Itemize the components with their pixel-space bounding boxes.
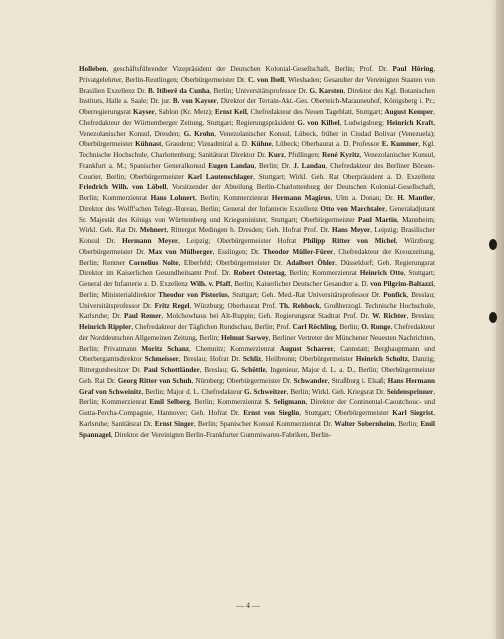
member-description: , Direktor des Kgl. Botanischen Instituts, Halle a. Saale; Dr. jur. (79, 86, 436, 106)
member-name: G. Karsten (309, 86, 344, 95)
member-name: Heinrich Scholtz (355, 355, 408, 364)
member-name: Ernst Keil (214, 108, 247, 116)
member-description: , Chemnitz; Kommerzienrat (189, 344, 280, 353)
member-description: , Molchowhaus bei Alt-Ruppin; Geh. Regierungsrat Stadtrat Prof. Dr. (161, 312, 373, 321)
member-name: Hans Meyer (331, 226, 371, 235)
member-name: Heinrich Otto (359, 269, 404, 278)
member-name: Paul Remer (124, 312, 162, 321)
member-description: , Straßburg i. Elsaß; (327, 376, 388, 385)
member-description: , Esslingen; Dr. (212, 247, 264, 256)
member-description: , Direktor des Wolff'schen Telegr.-Bureau, Berlin; General der Infanterie Exzellenz (79, 194, 435, 213)
member-description: , Großherzogl. Technische Hochschule, Karlsruhe; Dr. (79, 301, 435, 321)
member-description: , geschäftsführender Vizepräsident der Deutschen Kolonial-Gesellschaft, Berlin; Prof. Dr. (106, 65, 393, 73)
member-description: , Direktor der Continental-Caoutchouc- und Gutta-Percha-Compagnie, Hannover; Geh. Hofrat Dr. (79, 398, 436, 417)
member-name: Paul Höring (392, 65, 434, 73)
member-description: , Danzig; Rittergutsbesitzer Dr. (79, 355, 435, 374)
member-name: Kühnast (135, 140, 162, 149)
member-description: , Chefredakteur der Täglichen Rundschau, Berlin; Prof. (131, 323, 293, 331)
member-name: B. von Kayser (172, 97, 217, 106)
member-description: , Mannheim; Wirkl. Geh. Rat Dr. (79, 215, 435, 235)
member-description: , Stuttgart; General der Infanterie z. D. Exzellenz (79, 269, 436, 288)
member-description: , Berlin; Ministerialdirektor (79, 280, 435, 299)
member-name: Mehnert (139, 226, 167, 235)
member-name: Carl Röchling (292, 323, 336, 331)
member-list-paragraph (79, 64, 435, 440)
member-description: , Leipzig; Oberbürgermeister Hofrat (178, 237, 304, 245)
member-description: , Berlin; Kaiserlicher Deutscher Gesandter a. D. (230, 280, 371, 288)
member-description: , Heilbronn; Oberbürgermeister (261, 355, 356, 364)
member-name: Helmut Sarwey (221, 333, 269, 342)
member-name: Theodor von Pistorius (158, 290, 228, 299)
member-name: Georg Ritter von Schuh (117, 376, 192, 385)
member-description: , Berlin; Kommerzienrat (194, 194, 272, 202)
member-name: Adalbert Öhler (286, 258, 336, 267)
member-description: , Karlsruhe; Sanitätsrat Dr. (79, 409, 435, 428)
member-name: Ernst Singer (154, 419, 194, 428)
member-name: G. Schöttle (230, 366, 266, 374)
member-description: , Direktor der Vereinigten Berlin-Frankfurter Gummiwaren-Fabriken, Berlin- (110, 430, 332, 439)
member-name: Schmeisser (144, 355, 179, 364)
member-description: , Venezolanischer Konsul, Dresden; (79, 118, 435, 138)
member-name: Kurz (268, 151, 285, 159)
member-description: , Berlin; Kommerzienrat (284, 269, 360, 278)
member-name: Hermann Meyer (122, 237, 179, 245)
member-description: , Rittergut Medingen b. Dresden; Geh. Hofrat Prof. Dr. (166, 226, 332, 235)
member-description: , Cannstatt; Berghauptmann und Oberbergamtsdirektor (79, 344, 436, 364)
member-description: , Venezolanischer Konsul, Lübeck, früher in Ciudad Bolivar (Venezuela); Oberbürgermeister (79, 129, 435, 149)
page-edge (496, 0, 504, 639)
member-name: Seidensprinner (386, 387, 434, 396)
member-description: , Breslau; Universitätsprofessor Dr. (79, 290, 435, 310)
member-name: G. Krohn (183, 129, 215, 138)
member-name: Hans Lohnert (150, 194, 195, 202)
member-description: , Chefredakteur des Neuen Tageblatt, Stuttgart; (246, 108, 385, 116)
member-description: , Direktor der Terrain-Akt.-Ges. Oberteich-Marauneuhof, Königsberg i. Pr.; Oberregierungsrat (79, 97, 435, 116)
member-description: , Berlin; Major d. L. Chefredakteur (141, 387, 245, 396)
member-name: René Kyritz (322, 151, 360, 159)
member-name: S. Seligmann (264, 398, 306, 407)
member-description: , Ulm a. Donau; Dr. (330, 194, 398, 202)
member-description: , Breslau; (199, 366, 231, 374)
member-name: Heinrich Kraft (386, 118, 434, 127)
member-name: August Kemper (384, 108, 434, 116)
member-name: Hermann Magirus (271, 194, 331, 202)
member-name: August Scharrer (279, 344, 334, 353)
member-name: Cornelius Nolte (128, 258, 179, 267)
member-name: C. von Ibell (247, 75, 285, 84)
member-name: Emil Selberg (149, 398, 190, 407)
member-description: , Leipzig; Brasilischer Konsul Dr. (79, 226, 435, 245)
member-description: , Breslau; (406, 312, 435, 321)
body-text (79, 64, 435, 440)
member-name: Otto von Marchtaler (320, 204, 386, 213)
member-name: Philipp Ritter von Michel (303, 237, 396, 245)
member-description: , Ludwigsburg; (339, 118, 387, 127)
member-name: Karl Lautenschlager (187, 172, 254, 181)
member-description: , Kgl. Technische Hochschule, Charlottenburg; Sanitätsrat Direktor Dr. (79, 140, 435, 159)
member-description: , Vorsitzender der Abteilung Berlin-Charlottenburg der Deutschen Kolonial-Gesellschaft, Berlin; Kommerzienrat (79, 183, 435, 202)
member-name: Emil Spannagel (79, 419, 435, 439)
member-name: Eugen Landau (208, 161, 255, 170)
member-description: , Berlin; (335, 323, 362, 331)
member-name: Fritz Regel (154, 301, 190, 310)
member-description: , Berliner Vertreter der Münchener Neuesten Nachrichten, Berlin; Privatmann (79, 333, 435, 353)
member-name: H. Mantler (397, 194, 434, 202)
member-description: , Berlin; Dr. (254, 161, 294, 170)
member-name: Theodor Müller-Fürer (263, 247, 334, 256)
member-description: , Berlin; (394, 419, 421, 428)
member-description: , Berlin; Kommerzienrat (79, 387, 435, 407)
member-name: Holleben (79, 65, 107, 73)
member-description: , Ingenieur, Major d. L. a. D., Berlin; Oberbürgermeister Geh. Rat Dr. (79, 366, 435, 385)
member-name: Th. Rehbock (279, 301, 320, 310)
member-name: von Pilgrim-Baltazzi (370, 280, 434, 288)
member-description: , Berlin; Kommerzienrat (189, 398, 265, 407)
member-description: , Chefredakteur der Württemberger Zeitung, Stuttgart; Regierungspräsident (79, 108, 436, 127)
member-description: , Chefredakteur der Kreuzzeitung, Berlin; Rentner (79, 247, 435, 267)
member-name: W. Richter (372, 312, 407, 321)
member-name: G. von Kilbel (297, 118, 340, 127)
member-name: Walter Sobernheim (334, 419, 395, 428)
member-description: , Sablon (Kr. Metz); (154, 108, 215, 116)
member-description: , Venezolanischer Konsul, Frankfurt a. M.; Spanischer Generalkonsul (79, 151, 436, 170)
member-description: , Nürnberg; Oberbürgermeister Dr. (191, 376, 294, 385)
member-description: , Düsseldorf; Geh. Regierungsrat Direktor im Kaiserlichen Gesundheitsamt Prof. Dr. (79, 258, 435, 278)
member-name: Paul Martin (357, 215, 397, 224)
member-description: , Berlin; Universitätsprofessor Dr. (209, 86, 310, 95)
member-description: , Pfullingen; (284, 151, 323, 159)
member-description: , Berlin; Wirkl. Geh. Kriegsrat Dr. (286, 387, 387, 396)
member-description: , Würzburg; Oberbaurat Prof. (189, 301, 280, 310)
member-name: Ernst von Sieglin (243, 409, 300, 417)
member-name: Kayser (132, 108, 155, 116)
member-name: E. Kummer (381, 140, 419, 149)
member-name: Paul Schottländer (143, 366, 200, 374)
member-description: , Lübeck; Oberbaurat a. D. Professor (271, 140, 382, 149)
member-name: Kühne (251, 140, 272, 149)
member-description: , Breslau; Hofrat Dr. (178, 355, 243, 364)
member-name: Max von Mülberger (148, 247, 213, 256)
member-name: Hans Hermann Graf von Schweinitz (79, 376, 436, 396)
member-name: Heinrich Rippler (79, 323, 132, 331)
member-name: B. Itiberê da Cunha (148, 86, 210, 95)
member-description: , Chefredakteur des Berliner Börsen-Courier, Berlin; Oberbürgermeister (79, 161, 435, 181)
member-name: Ponfick (383, 290, 407, 299)
member-name: Moritz Schanz (141, 344, 190, 353)
member-name: Schliz (242, 355, 262, 364)
member-name: G. Schweitzer (244, 387, 287, 396)
member-description: , Stuttgart; Geh. Med.-Rat Universitätsprofessor Dr. (227, 290, 384, 299)
member-name: Robert Ostertag (233, 269, 285, 278)
member-name: Schwander (293, 376, 328, 385)
member-description: , Würzburg; Oberbürgermeister Dr. (79, 237, 435, 256)
member-name: J. Landau (293, 161, 326, 170)
member-description: , Generaladjutant Sr. Majestät des Königs von Württemberg und Kriegsminister, Stuttgart; Oberbürgermeister (79, 204, 436, 224)
member-description: , Elberfeld; Oberbürgermeister Dr. (178, 258, 287, 267)
member-description: , Chefredakteur der Norddeutschen Allgemeinen Zeitung, Berlin; (79, 323, 436, 342)
member-name: Friedrich Wilh. von Löbell (79, 183, 167, 192)
punch-hole (489, 239, 497, 250)
page-number: — 4 — (236, 601, 260, 610)
member-name: O. Runge (361, 323, 391, 331)
member-name: Karl Siegrist (392, 409, 434, 417)
member-description: , Stuttgart; Oberbürgermeister (299, 409, 393, 417)
member-description: , Berlin; Spanischer Konsul Kommerzienrat Dr. (193, 419, 335, 428)
member-description: , Graudenz; Vizeadmiral a. D. (161, 140, 252, 149)
punch-hole (489, 312, 497, 323)
member-name: Wilh. v. Pfaff (189, 280, 231, 288)
member-description: , Privatgelehrter, Berlin-Reutlingen; Oberbürgermeister Dr. (79, 65, 435, 84)
member-description: , Wiesbaden; Gesandter der Vereinigten Staaten von Brasilien Exzellenz Dr. (79, 75, 435, 95)
member-description: , Stuttgart; Wirkl. Geh. Rat Oberpräsident a. D. Exzellenz (253, 172, 435, 181)
